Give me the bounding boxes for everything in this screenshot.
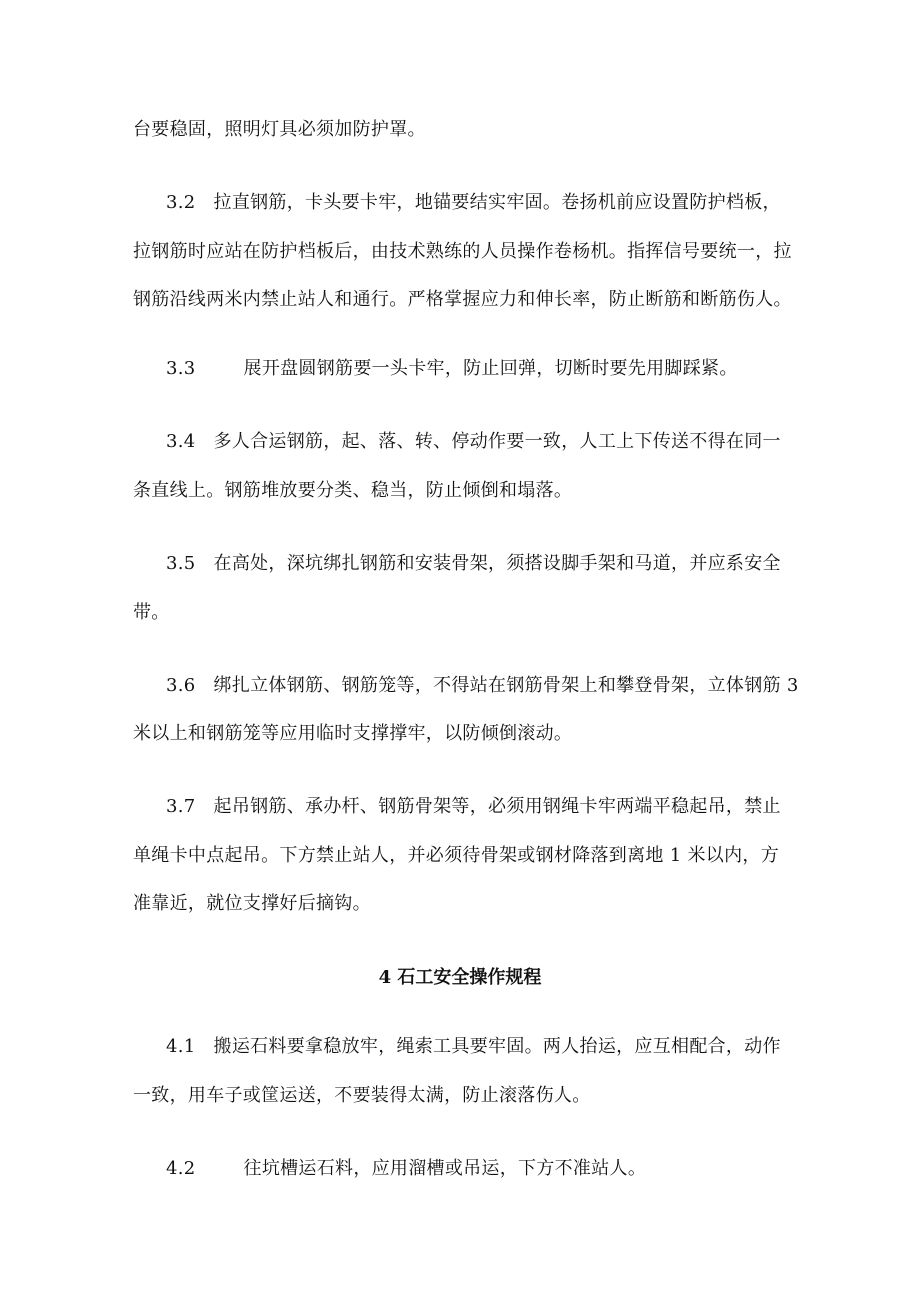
clause-number: 3.4	[166, 431, 196, 452]
paragraph-3-2-line-1	[166, 191, 781, 215]
section-heading	[0, 966, 920, 990]
clause-number: 4.1	[166, 1036, 196, 1057]
paragraph-text: 拉钢筋时应站在防护档板后，由技术熟练的人员操作卷杨机。指挥信号要统一，拉	[133, 241, 792, 262]
clause-number: 3.2	[166, 192, 196, 213]
paragraph-text: 钢筋沿线两米内禁止站人和通行。严格掌握应力和伸长率，防止断筋和断筋伤人。	[133, 289, 792, 310]
paragraph-text: 绑扎立体钢筋、钢筋笼等，不得站在钢筋骨架上和攀登骨架，立体钢筋 3	[213, 675, 799, 696]
paragraph-3-5-line-2	[133, 601, 170, 625]
paragraph-text: 单绳卡中点起吊。下方禁止站人，并必须待骨架或钢材降落到离地 1 米以内，方	[133, 845, 779, 866]
paragraph-text: 带。	[133, 602, 170, 623]
paragraph-continuation	[133, 118, 426, 142]
paragraph-3-2-line-2	[133, 240, 792, 264]
paragraph-text: 起吊钢筋、承办杆、钢筋骨架等，必须用钢绳卡牢两端平稳起吊，禁止	[213, 796, 781, 817]
paragraph-text: 一致，用车子或筐运送，不要装得太满，防止滚落伤人。	[133, 1085, 591, 1106]
paragraph-4-1-line-2	[133, 1084, 591, 1108]
paragraph-text: 展开盘圆钢筋要一头卡牢，防止回弹，切断时要先用脚踩紧。	[243, 358, 738, 379]
paragraph-text: 搬运石料要拿稳放牢，绳索工具要牢固。两人抬运，应互相配合，动作	[213, 1036, 781, 1057]
clause-number: 4.2	[166, 1158, 196, 1179]
paragraph-3-6-line-2	[133, 722, 572, 746]
paragraph-text: 在高处，深坑绑扎钢筋和安装骨架，须搭设脚手架和马道，并应系安全	[213, 553, 781, 574]
paragraph-4-1-line-1	[166, 1035, 781, 1059]
clause-number: 3.5	[166, 553, 196, 574]
paragraph-3-4-line-1	[166, 430, 781, 454]
clause-number: 3.7	[166, 796, 196, 817]
paragraph-3-7-line-3	[133, 892, 371, 916]
paragraph-text: 多人合运钢筋，起、落、转、停动作要一致，人工上下传送不得在同一	[213, 431, 781, 452]
paragraph-text: 台要稳固，照明灯具必须加防护罩。	[133, 119, 426, 140]
paragraph-3-7-line-2	[133, 844, 779, 868]
paragraph-3-2-line-3	[133, 288, 792, 312]
paragraph-3-4-line-2	[133, 479, 572, 503]
paragraph-3-5-line-1	[166, 552, 781, 576]
clause-number: 3.6	[166, 675, 196, 696]
paragraph-3-3-line-1	[166, 357, 738, 381]
paragraph-4-2-line-1	[166, 1157, 646, 1181]
section-title: 4 石工安全操作规程	[378, 967, 542, 988]
paragraph-text: 米以上和钢筋笼等应用临时支撑撑牢，以防倾倒滚动。	[133, 723, 573, 744]
paragraph-3-6-line-1	[166, 674, 799, 698]
paragraph-3-7-line-1	[166, 795, 781, 819]
paragraph-text: 往坑槽运石料，应用溜槽或吊运，下方不准站人。	[243, 1158, 647, 1179]
paragraph-text: 拉直钢筋，卡头要卡牢，地锚要结实牢固。卷扬机前应设置防护档板，	[213, 192, 781, 213]
paragraph-text: 准靠近，就位支撑好后摘钩。	[133, 893, 371, 914]
paragraph-text: 条直线上。钢筋堆放要分类、稳当，防止倾倒和塌落。	[133, 480, 573, 501]
clause-number: 3.3	[166, 358, 196, 379]
